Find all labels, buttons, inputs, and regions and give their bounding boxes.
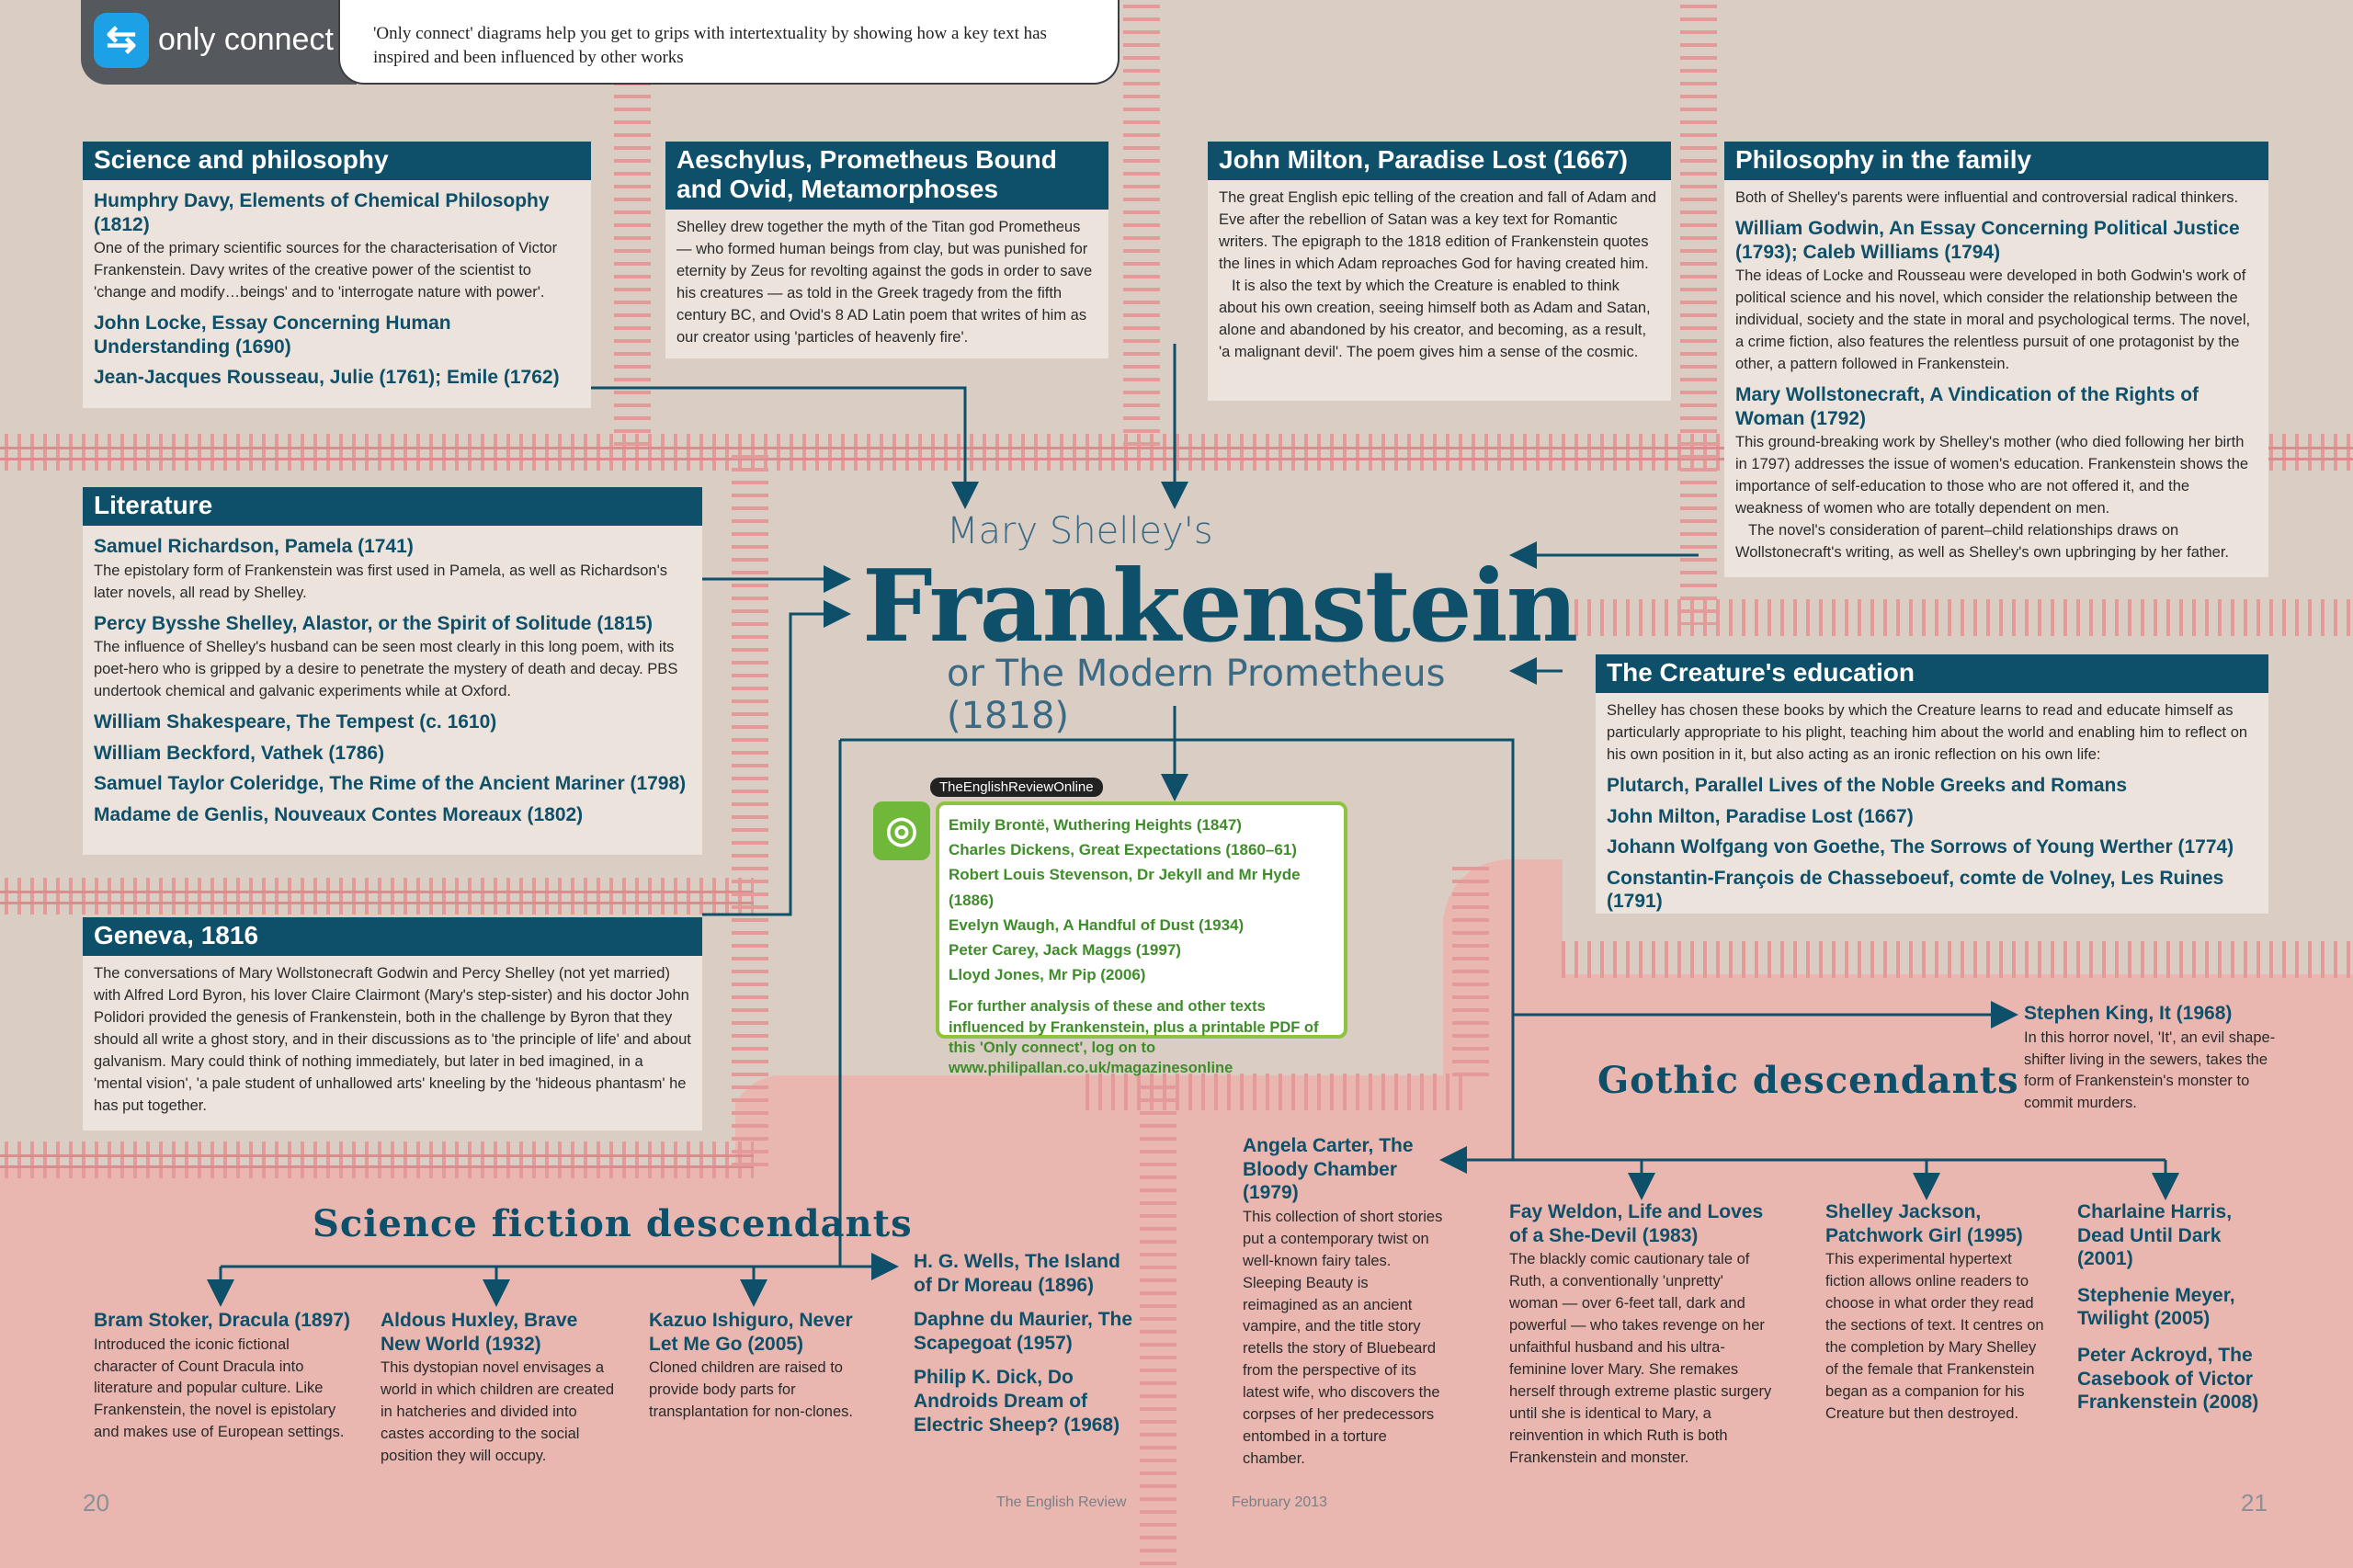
central-title	[855, 510, 1577, 737]
entry-title: Constantin-François de Chasseboeuf, comte de Volney, Les Ruines (1791)	[1607, 867, 2224, 913]
page-number-left: 20	[83, 1489, 109, 1517]
entry-title: Samuel Taylor Coleridge, The Rime of the Ancient Mariner (1798)	[94, 773, 687, 795]
aeschylus-box	[665, 142, 1108, 358]
online-badge: TheEnglishReviewOnline	[930, 778, 1103, 797]
scifi-ishiguro	[649, 1309, 879, 1424]
online-list-frame	[936, 801, 1347, 1077]
entry-body: Introduced the iconic fictional character of Count Dracula into literature and popular culture. Like Frankenstein, the novel is epistolary and makes use of European settings.	[94, 1335, 345, 1441]
entry-title: Aldous Huxley, Brave New World (1932)	[381, 1310, 578, 1355]
creature-intro: Shelley has chosen these books by which the Creature learns to read and educate himself as particularly appropriate to his plight, teaching him about the world and enabling him to reflect on his own position in it, but also acting as an ironic reflection on his own life:	[1607, 702, 2248, 764]
scifi-heading: Science fiction descendants	[313, 1202, 913, 1245]
science-heading: Science and philosophy	[83, 142, 591, 180]
entry-title: Peter Ackroyd, The Casebook of Victor Frankenstein (2008)	[2077, 1345, 2259, 1414]
scifi-list	[914, 1250, 1140, 1438]
only-connect-description-panel	[338, 0, 1120, 85]
online-item: Peter Carey, Jack Maggs (1997)	[949, 940, 1181, 959]
entry-title: Madame de Genlis, Nouveaux Contes Moreaux (1802)	[94, 803, 584, 825]
title-main: Frankenstein	[862, 549, 1577, 665]
milton-body: The great English epic telling of the creation and fall of Adam and Eve after the rebellion of Satan was a key text for Romantic writers. The epigraph to the 1818 edition of Frankenstein quotes the lines in which Adam reproaches God for having created him.	[1219, 189, 1657, 272]
entry-body: The ideas of Locke and Rousseau were developed in both Godwin's work of political science and his novel, which consider the relationship between the individual, society and the state in moral and psychological terms. The novel, a crime fiction, also features the relentless pursuit of one protagonist by the other, a pattern followed in Frankenstein.	[1735, 267, 2251, 373]
entry-title: Angela Carter, The Bloody Chamber (1979)	[1243, 1135, 1414, 1204]
entry-title: Shelley Jackson, Patchwork Girl (1995)	[1825, 1201, 2023, 1246]
aeschylus-body: Shelley drew together the myth of the Titan god Prometheus — who formed human beings from clay, but was punished for eternity by Zeus for revolting against the gods in order to save his creatures — as told in the Greek tragedy from the fifth century BC, and Ovid's 8 AD Latin poem that writes of him as our creator using 'particles of heavenly fire'.	[676, 219, 1093, 346]
entry-title: Percy Bysshe Shelley, Alastor, or the Spirit of Solitude (1815)	[94, 612, 654, 634]
literature-box	[83, 487, 702, 855]
entry-title: Johann Wolfgang von Goethe, The Sorrows of Young Werther (1774)	[1607, 836, 2234, 858]
entry-body: This experimental hypertext fiction allows online readers to choose in what order they read the sections of text. It centres on the completion by Mary Shelley of the female that Frankenstein began as a companion for his Creature but then destroyed.	[1825, 1251, 2044, 1422]
online-note-link[interactable]: For further analysis of these and other texts influenced by Frankenstein, plus a printable PDF of this 'Only connect', log on to www.philipallan.co.uk/magazinesonline	[949, 998, 1319, 1077]
entry-body: The epistolary form of Frankenstein was first used in Pamela, as well as Richardson's later novels, all read by Shelley.	[94, 562, 667, 601]
entry-title: Philip K. Dick, Do Androids Dream of Electric Sheep? (1968)	[914, 1367, 1120, 1436]
gothic-weldon	[1509, 1200, 1776, 1469]
entry-body: The influence of Shelley's husband can be seen most clearly in this long poem, with its poet-hero who is gripped by a desire to penetrate the mystery of death and decay. PBS undertook chemical and galvanic experiments while at Oxford.	[94, 639, 678, 700]
scifi-huxley	[381, 1309, 620, 1468]
entry-title: William Shakespeare, The Tempest (c. 1610)	[94, 711, 497, 733]
page-number-right: 21	[2241, 1489, 2268, 1517]
geneva-heading: Geneva, 1816	[83, 917, 702, 956]
title-author: Mary Shelley's	[947, 510, 1213, 552]
milton-body: It is also the text by which the Creature is enabled to think about his own creation, seeing himself both as Adam and Satan, alone and abandoned by his creator, and becoming, as a result, 'a malignant devil'. The poem gives him a sense of the cosmic.	[1219, 277, 1651, 360]
entry-title: Stephenie Meyer, Twilight (2005)	[2077, 1284, 2235, 1330]
creature-box	[1596, 654, 2268, 914]
science-philosophy-box	[83, 142, 591, 408]
entry-title: Samuel Richardson, Pamela (1741)	[94, 536, 414, 558]
entry-body: One of the primary scientific sources for the characterisation of Victor Frankenstein. Davy writes of the creative power of the scientist to 'change and modify…beings' and to 'interrogate nature with power'.	[94, 240, 558, 301]
geneva-box	[83, 917, 702, 1131]
entry-body: This collection of short stories put a contemporary twist on well-known fairy tales. Sleeping Beauty is reimagined as an ancient vampire, and the title story retells the story of Bluebeard from the perspective of its latest wife, who discovers the corpses of her predecessors entombed in a torture chamber.	[1243, 1208, 1443, 1467]
entry-body: This ground-breaking work by Shelley's mother (who died following her birth in 1797) addresses the issue of women's education. Frankenstein shows the importance of self-education to those who are not offered it, and the weakness of women who are totally dependent on men.	[1735, 434, 2249, 517]
folio-left: The English Review	[996, 1494, 1127, 1510]
folio-right: February 2013	[1232, 1494, 1328, 1510]
gothic-carter	[1243, 1134, 1445, 1471]
entry-title: John Milton, Paradise Lost (1667)	[1607, 805, 1914, 827]
literature-heading: Literature	[83, 487, 702, 526]
creature-heading: The Creature's education	[1596, 654, 2268, 693]
entry-title: John Locke, Essay Concerning Human Understanding (1690)	[94, 312, 451, 358]
entry-title: Daphne du Maurier, The Scapegoat (1957)	[914, 1309, 1133, 1354]
title-subtitle: or The Modern Prometheus (1818)	[947, 653, 1446, 737]
entry-title: Mary Wollstonecraft, A Vindication of the Rights of Woman (1792)	[1735, 383, 2200, 429]
entry-body: This dystopian novel envisages a world in which children are created in hatcheries and divided into castes according to the social position they will occupy.	[381, 1359, 615, 1464]
entry-title: Fay Weldon, Life and Loves of a She-Devil (1983)	[1509, 1201, 1764, 1246]
connect-icon: ⇆	[94, 13, 149, 68]
entry-body: Cloned children are raised to provide body parts for transplantation for non-clones.	[649, 1359, 853, 1421]
only-connect-badge	[81, 0, 357, 85]
family-box	[1724, 142, 2268, 577]
only-connect-label: only connect	[158, 22, 334, 57]
scifi-stoker	[94, 1309, 351, 1444]
gothic-king	[2024, 1002, 2290, 1115]
only-connect-header	[81, 0, 1120, 85]
online-item: Emily Brontë, Wuthering Heights (1847)	[949, 816, 1242, 834]
family-intro: Both of Shelley's parents were influential and controversial radical thinkers.	[1735, 189, 2239, 207]
gothic-list	[2077, 1200, 2279, 1416]
entry-title: Stephen King, It (1968)	[2024, 1003, 2233, 1024]
online-item: Charles Dickens, Great Expectations (1860–61)	[949, 841, 1297, 859]
entry-body: The novel's consideration of parent–child relationships draws on Wollstonecraft's writing, as well as Shelley's own upbringing by her father.	[1735, 521, 2230, 561]
entry-title: H. G. Wells, The Island of Dr Moreau (1896)	[914, 1251, 1120, 1296]
online-item: Robert Louis Stevenson, Dr Jekyll and Mr Hyde (1886)	[949, 866, 1301, 909]
geneva-body: The conversations of Mary Wollstonecraft Godwin and Percy Shelley (not yet married) with Alfred Lord Byron, his lover Claire Clairmont (Mary's step-sister) and his doctor John Polidori provided the genesis of Frankenstein, both in the challenge by Byron that they should all write a ghost story, and in their discussions as to 'the principle of life' and about galvanism. Mary could think of nothing immediately, but later in bed imagined, in a 'mental vision', 'a pale student of unhallowed arts' kneeling by the 'hideous phantasm' he has put together.	[94, 965, 691, 1114]
entry-title: William Godwin, An Essay Concerning Political Justice (1793); Caleb Williams (1794)	[1735, 218, 2240, 263]
entry-title: Humphry Davy, Elements of Chemical Philosophy (1812)	[94, 190, 550, 235]
entry-body: In this horror novel, 'It', an evil shape-shifter living in the sewers, takes the form of Frankenstein's monster to commit murders.	[2024, 1028, 2276, 1112]
entry-title: Charlaine Harris, Dead Until Dark (2001)	[2077, 1201, 2233, 1270]
milton-box	[1208, 142, 1671, 401]
online-item: Lloyd Jones, Mr Pip (2006)	[949, 966, 1146, 984]
family-heading: Philosophy in the family	[1724, 142, 2268, 180]
gothic-jackson	[1825, 1200, 2052, 1426]
milton-heading: John Milton, Paradise Lost (1667)	[1208, 142, 1671, 180]
entry-title: Plutarch, Parallel Lives of the Noble Greeks and Romans	[1607, 774, 2128, 796]
entry-title: Jean-Jacques Rousseau, Julie (1761); Emile (1762)	[94, 367, 560, 389]
entry-title: William Beckford, Vathek (1786)	[94, 742, 385, 764]
entry-title: Bram Stoker, Dracula (1897)	[94, 1310, 350, 1331]
gothic-heading: Gothic descendants	[1597, 1059, 2019, 1102]
aeschylus-heading: Aeschylus, Prometheus Bound and Ovid, Metamorphoses	[665, 142, 1108, 210]
mouse-icon: ◎	[873, 801, 930, 860]
online-item: Evelyn Waugh, A Handful of Dust (1934)	[949, 915, 1245, 934]
entry-body: The blackly comic cautionary tale of Ruth, a conventionally 'unpretty' woman — over 6-feet tall, dark and powerful — who takes revenge on her unfaithful husband and his ultra-feminine lover Mary. She remakes herself through extreme plastic surgery until she is identical to Mary, a reinvention in which Ruth is both Frankenstein and monster.	[1509, 1251, 1772, 1466]
entry-title: Kazuo Ishiguro, Never Let Me Go (2005)	[649, 1310, 853, 1355]
only-connect-description: 'Only connect' diagrams help you get to grips with intertextuality by showing how a key text has inspired and been influenced by other works	[373, 24, 1047, 67]
